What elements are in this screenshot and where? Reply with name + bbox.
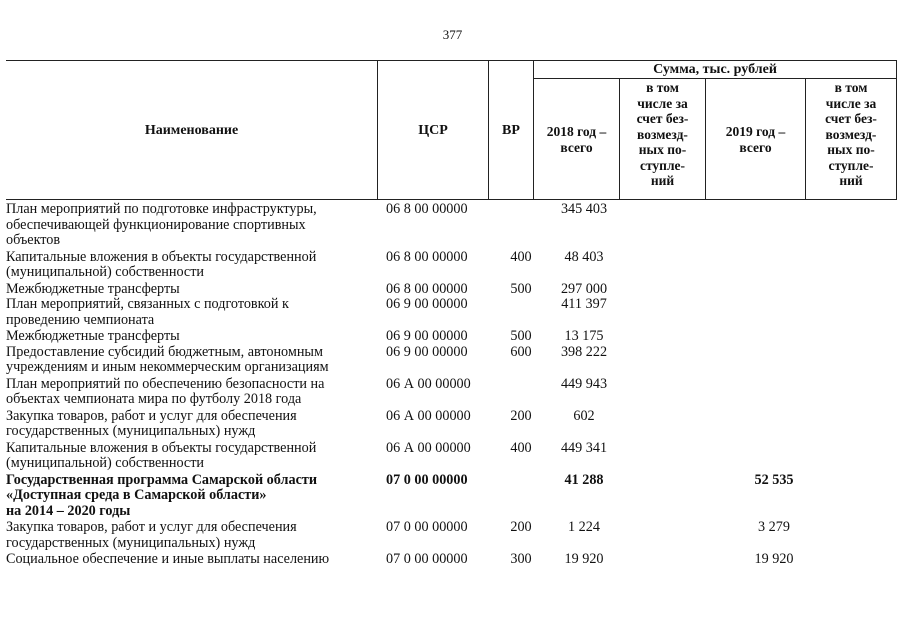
row-sum-2019 xyxy=(722,328,826,345)
header-2019-incl-line: счет без- xyxy=(825,111,877,126)
row-name-line: План мероприятий, связанных с подготовкой к xyxy=(6,296,289,312)
row-sum-2018: 1 224 xyxy=(568,519,600,535)
row-csr: 06 А 00 00000 xyxy=(386,439,471,456)
header-2019-incl xyxy=(806,80,896,189)
table-row xyxy=(6,202,886,249)
row-name-line: на 2014 – 2020 годы xyxy=(6,502,131,519)
header-2018-total xyxy=(534,124,619,155)
header-2019-total-line: 2019 год – xyxy=(725,124,786,139)
row-sum-2018: 48 403 xyxy=(564,248,604,265)
row-incl-2019 xyxy=(826,519,886,551)
row-name-line: План мероприятий по обеспечению безопасности на xyxy=(6,375,325,392)
row-vr xyxy=(498,376,544,408)
row-incl-2018 xyxy=(624,376,722,408)
row-sum-2019 xyxy=(722,376,826,408)
row-csr: 06 А 00 00000 xyxy=(386,407,471,424)
row-vr: 200 xyxy=(510,519,532,535)
row-sum-2019: 3 279 xyxy=(758,519,790,535)
row-name-line: проведению чемпионата xyxy=(6,311,155,328)
header-2018-incl xyxy=(620,80,705,189)
row-incl-2019 xyxy=(826,297,886,328)
row-name-line: Капитальные вложения в объекты государственной xyxy=(6,439,317,456)
budget-table xyxy=(6,202,886,568)
row-sum-2018: 449 943 xyxy=(560,375,608,392)
row-incl-2018 xyxy=(624,551,722,568)
row-csr: 07 0 00 00000 xyxy=(386,519,468,535)
row-csr: 06 9 00 00000 xyxy=(386,343,468,360)
row-sum-2018: 41 288 xyxy=(564,471,604,488)
row-sum-2019 xyxy=(722,345,826,376)
row-vr: 600 xyxy=(510,343,532,360)
row-name-line: обеспечивающей функционирование спортивных xyxy=(6,216,306,233)
row-csr: 06 9 00 00000 xyxy=(386,296,468,312)
row-vr xyxy=(498,472,544,520)
header-vr: ВР xyxy=(502,123,520,138)
table-row xyxy=(6,440,886,472)
row-sum-2019 xyxy=(722,440,826,472)
header-2019-total-line: всего xyxy=(739,139,772,155)
row-vr: 200 xyxy=(510,407,532,424)
row-incl-2019 xyxy=(826,440,886,472)
row-sum-2018: 449 341 xyxy=(560,439,608,456)
table-row xyxy=(6,376,886,408)
row-incl-2018 xyxy=(624,440,722,472)
row-csr: 06 9 00 00000 xyxy=(386,328,468,344)
row-name xyxy=(6,281,386,298)
row-incl-2018 xyxy=(624,249,722,281)
row-name-line: объектах чемпионата мира по футболу 2018 года xyxy=(6,391,302,407)
row-name xyxy=(6,408,386,440)
row-name xyxy=(6,551,386,568)
row-incl-2019 xyxy=(826,551,886,568)
row-vr xyxy=(498,297,544,328)
header-2018-incl-line: ных по- xyxy=(638,142,687,157)
row-incl-2019 xyxy=(826,281,886,298)
row-sum-2018: 398 222 xyxy=(560,343,608,360)
row-name xyxy=(6,328,386,345)
row-incl-2018 xyxy=(624,408,722,440)
row-name xyxy=(6,519,386,551)
row-vr: 500 xyxy=(510,328,532,344)
row-sum-2019 xyxy=(722,202,826,249)
header-2019-incl-line: возмезд- xyxy=(825,126,877,142)
row-name-line: объектов xyxy=(6,232,61,248)
row-name xyxy=(6,202,386,249)
row-sum-2018: 297 000 xyxy=(560,280,608,297)
row-name xyxy=(6,345,386,376)
header-2018-incl-line: в том xyxy=(646,80,679,95)
header-name: Наименование xyxy=(144,123,239,138)
table-row xyxy=(6,472,886,520)
row-name-line: Капитальные вложения в объекты государственной xyxy=(6,248,317,265)
row-vr xyxy=(498,202,544,249)
row-incl-2019 xyxy=(826,376,886,408)
header-2019-incl-line: ных по- xyxy=(827,142,875,157)
header-top-rule xyxy=(6,60,896,61)
header-2019-total xyxy=(706,124,805,155)
row-sum-2019: 52 535 xyxy=(754,471,794,488)
row-csr: 07 0 00 00000 xyxy=(386,471,468,488)
row-name-line: Закупка товаров, работ и услуг для обеспечения xyxy=(6,407,297,424)
row-name-line: План мероприятий по подготовке инфраструктуры, xyxy=(6,201,317,217)
row-name-line: Межбюджетные трансферты xyxy=(6,280,180,297)
table-row xyxy=(6,328,886,345)
row-name xyxy=(6,297,386,328)
row-vr: 500 xyxy=(510,280,532,297)
row-incl-2018 xyxy=(624,345,722,376)
header-sum-group: Сумма, тыс. рублей xyxy=(653,62,777,77)
row-name-line: Государственная программа Самарской области xyxy=(6,471,318,488)
header-2019-incl-line: ступле- xyxy=(828,157,874,173)
row-name xyxy=(6,376,386,408)
row-csr: 07 0 00 00000 xyxy=(386,551,468,567)
row-name-line: «Доступная среда в Самарской области» xyxy=(6,487,267,503)
table-row xyxy=(6,281,886,298)
header-2018-incl-line: числе за xyxy=(637,95,688,111)
row-name-line: Предоставление субсидий бюджетным, автономным xyxy=(6,343,323,360)
header-2019-incl-line: числе за xyxy=(825,95,877,111)
row-csr: 06 А 00 00000 xyxy=(386,375,471,392)
header-csr: ЦСР xyxy=(418,123,448,138)
header-2019-incl-line: в том xyxy=(834,80,868,95)
row-sum-2019 xyxy=(722,408,826,440)
row-csr: 06 8 00 00000 xyxy=(386,248,468,265)
row-vr: 400 xyxy=(510,248,532,265)
row-sum-2019 xyxy=(722,249,826,281)
row-incl-2019 xyxy=(826,345,886,376)
row-sum-2019: 19 920 xyxy=(754,551,794,567)
header-2018-total-line: всего xyxy=(560,139,593,155)
row-incl-2018 xyxy=(624,328,722,345)
header-2018-incl-line: счет без- xyxy=(636,111,689,126)
row-name-line: Межбюджетные трансферты xyxy=(6,328,180,344)
row-name-line: учреждениям и иным некоммерческим организациям xyxy=(6,359,329,375)
row-vr: 300 xyxy=(510,551,532,567)
table-right-edge xyxy=(896,60,897,200)
row-incl-2018 xyxy=(624,297,722,328)
row-incl-2018 xyxy=(624,472,722,520)
header-2018-incl-line: ний xyxy=(650,173,675,188)
row-incl-2019 xyxy=(826,202,886,249)
table-row xyxy=(6,519,886,551)
page-number: 377 xyxy=(442,27,463,42)
row-name xyxy=(6,440,386,472)
row-incl-2019 xyxy=(826,249,886,281)
table-row xyxy=(6,408,886,440)
row-sum-2018: 345 403 xyxy=(560,201,608,217)
row-name xyxy=(6,249,386,281)
row-incl-2018 xyxy=(624,281,722,298)
header-2018-incl-line: ступле- xyxy=(639,157,686,173)
row-sum-2018: 13 175 xyxy=(564,328,604,344)
row-csr: 06 8 00 00000 xyxy=(386,280,468,297)
header-bottom-rule xyxy=(6,199,896,200)
header-2018-incl-line: возмезд- xyxy=(637,126,688,142)
row-name-line: (муниципальной) собственности xyxy=(6,455,205,471)
row-incl-2019 xyxy=(826,328,886,345)
row-csr: 06 8 00 00000 xyxy=(386,201,468,217)
row-incl-2018 xyxy=(624,202,722,249)
header-sum-rule xyxy=(533,78,896,79)
row-incl-2019 xyxy=(826,472,886,520)
row-incl-2019 xyxy=(826,408,886,440)
header-2019-incl-line: ний xyxy=(839,173,863,188)
row-name-line: государственных (муниципальных) нужд xyxy=(6,534,256,551)
row-name-line: Социальное обеспечение и иные выплаты населению xyxy=(6,551,330,567)
header-2018-total-line: 2018 год – xyxy=(546,124,607,139)
row-sum-2018: 19 920 xyxy=(564,551,604,567)
table-row xyxy=(6,551,886,568)
row-incl-2018 xyxy=(624,519,722,551)
table-row xyxy=(6,345,886,376)
row-sum-2018: 602 xyxy=(573,407,595,424)
row-name-line: (муниципальной) собственности xyxy=(6,264,205,280)
table-row xyxy=(6,249,886,281)
row-sum-2019 xyxy=(722,297,826,328)
row-name-line: Закупка товаров, работ и услуг для обеспечения xyxy=(6,519,297,535)
table-row xyxy=(6,297,886,328)
row-name xyxy=(6,472,386,520)
row-sum-2019 xyxy=(722,281,826,298)
row-vr: 400 xyxy=(510,439,532,456)
row-name-line: государственных (муниципальных) нужд xyxy=(6,423,256,439)
row-sum-2018: 411 397 xyxy=(561,296,607,312)
